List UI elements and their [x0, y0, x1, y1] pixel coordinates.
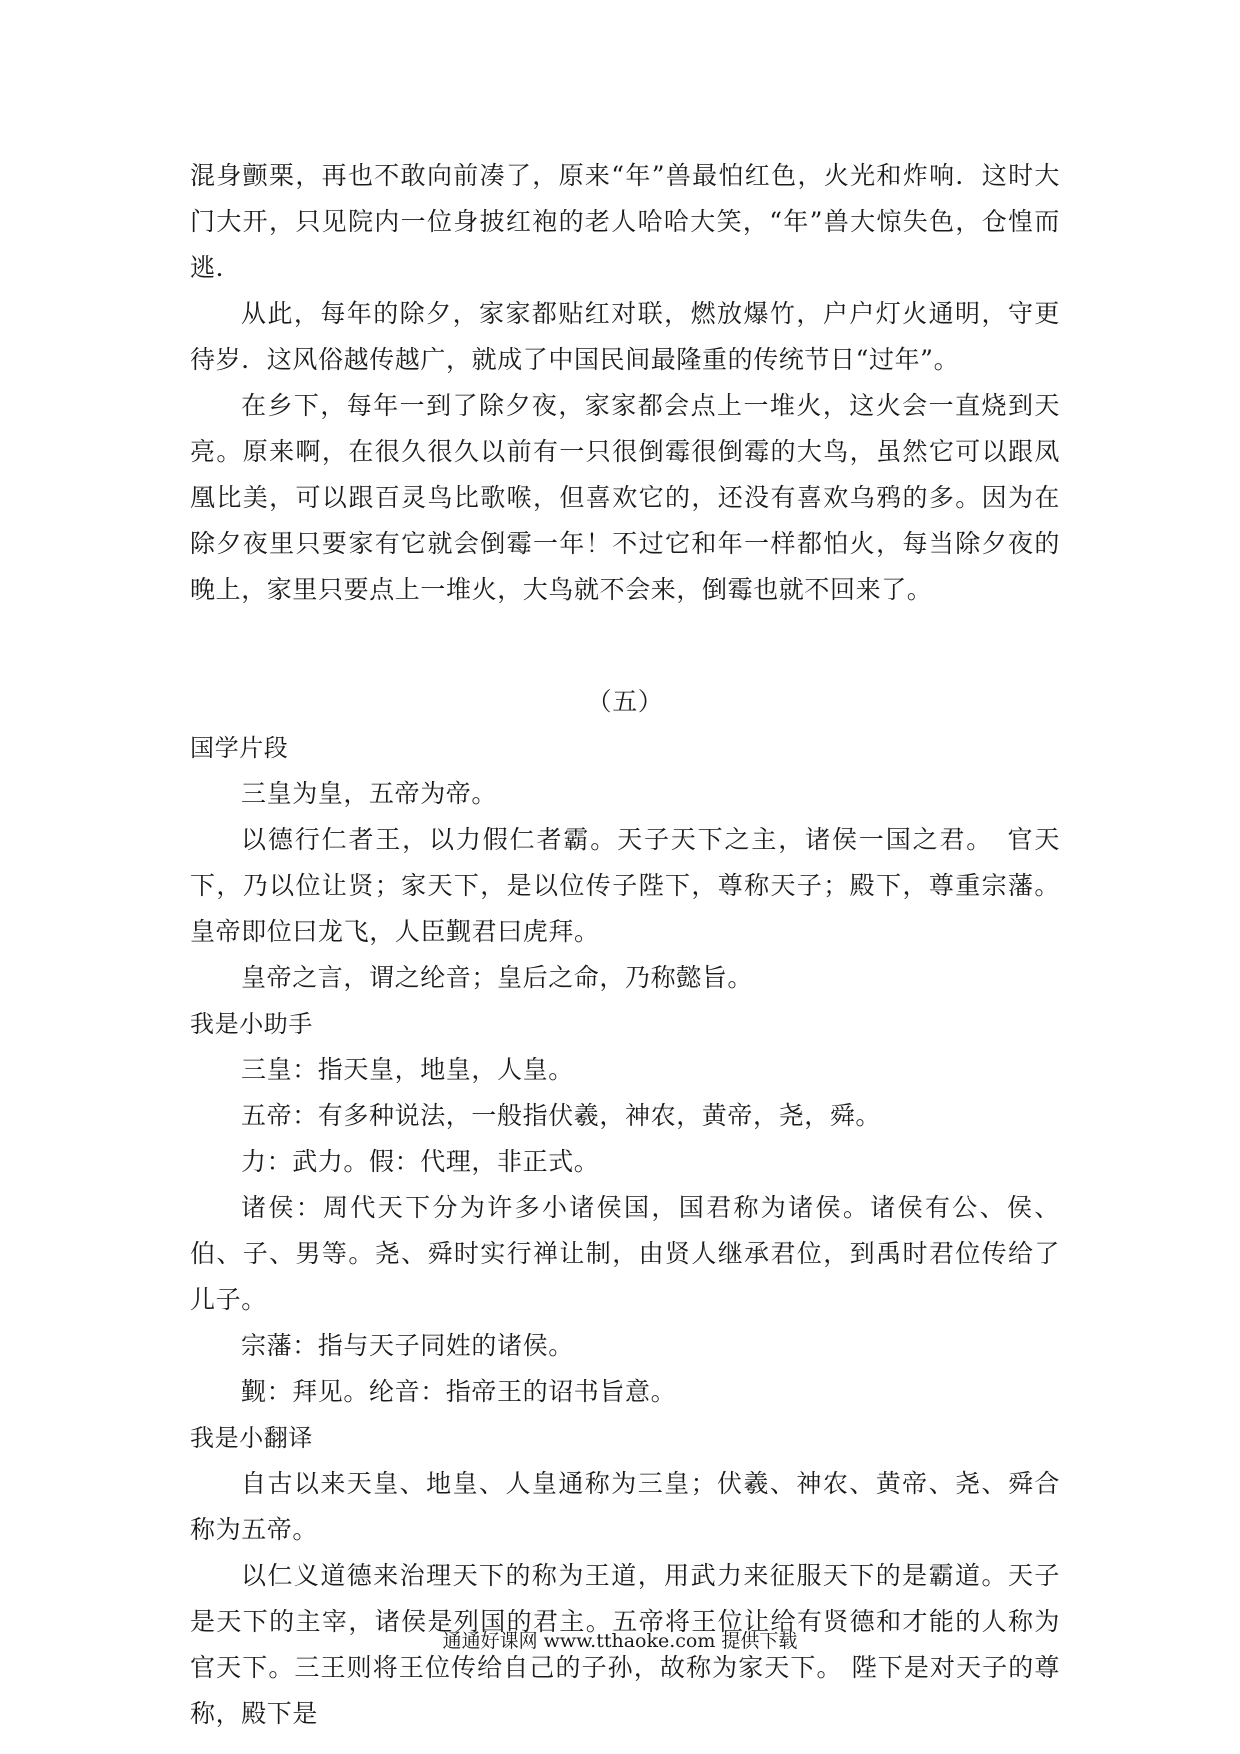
document-body [190, 153, 1060, 1737]
section-gap [190, 613, 1060, 679]
page-footer: 通通好课网 www.tthaoke.com 提供下载 [442, 1630, 798, 1652]
helper-note-2: 五帝：有多种说法，一般指伏羲，神农，黄帝，尧，舜。 [241, 1101, 882, 1130]
guoxue-paragraph-3: 皇帝之言，谓之纶音；皇后之命，乃称懿旨。 [241, 963, 754, 992]
heading-guoxue: 国学片段 [190, 734, 289, 762]
helper-note-4: 诸侯：周代天下分为许多小诸侯国，国君称为诸侯。诸侯有公、侯、伯、子、男等。尧、舜时实行禅让制，由贤人继承君位，到禹时君位传给了儿子。 [190, 1193, 1060, 1314]
helper-note-3: 力：武力。假：代理，非正式。 [241, 1147, 600, 1176]
section-title: （五） [586, 687, 664, 716]
guoxue-paragraph-2: 以德行仁者王，以力假仁者霸。天子天下之主，诸侯一国之君。 官天下，乃以位让贤；家天下，是以位传子陛下，尊称天子；殿下，尊重宗藩。 皇帝即位曰龙飞，人臣觐君曰虎拜。 [190, 825, 1060, 946]
story-paragraph-1: 混身颤栗，再也不敢向前凑了，原来“年”兽最怕红色，火光和炸响．这时大门大开，只见院内一位身披红袍的老人哈哈大笑，“年”兽大惊失色，仓惶而逃． [190, 161, 1060, 282]
helper-note-5: 宗藩：指与天子同姓的诸侯。 [241, 1331, 574, 1360]
helper-note-6: 觐：拜见。纶音：指帝王的诏书旨意。 [241, 1377, 677, 1406]
heading-translation: 我是小翻译 [190, 1424, 313, 1452]
translation-paragraph-1: 自古以来天皇、地皇、人皇通称为三皇；伏羲、神农、黄帝、尧、舜合称为五帝。 [190, 1469, 1060, 1544]
heading-helper: 我是小助手 [190, 1010, 313, 1038]
story-paragraph-2: 从此，每年的除夕，家家都贴红对联，燃放爆竹，户户灯火通明，守更待岁．这风俗越传越广，就成了中国民间最隆重的传统节日“过年”。 [190, 299, 1060, 374]
translation-paragraph-2: 以仁义道德来治理天下的称为王道，用武力来征服天下的是霸道。天子是天下的主宰，诸侯是列国的君主。五帝将王位让给有贤德和才能的人称为官天下。三王则将王位传给自己的子孙，故称为家天下。 陛下是对天子的尊称，殿下是 [190, 1561, 1060, 1728]
story-paragraph-3: 在乡下，每年一到了除夕夜，家家都会点上一堆火，这火会一直烧到天亮。原来啊，在很久很久以前有一只很倒霉很倒霉的大鸟，虽然它可以跟凤凰比美，可以跟百灵鸟比歌喉，但喜欢它的，还没有喜欢乌鸦的多。因为在除夕夜里只要家有它就会倒霉一年！不过它和年一样都怕火，每当除夕夜的晚上，家里只要点上一堆火，大鸟就不会来，倒霉也就不回来了。 [190, 391, 1060, 604]
helper-note-1: 三皇：指天皇，地皇，人皇。 [241, 1055, 574, 1084]
guoxue-paragraph-1: 三皇为皇，五帝为帝。 [241, 779, 498, 808]
